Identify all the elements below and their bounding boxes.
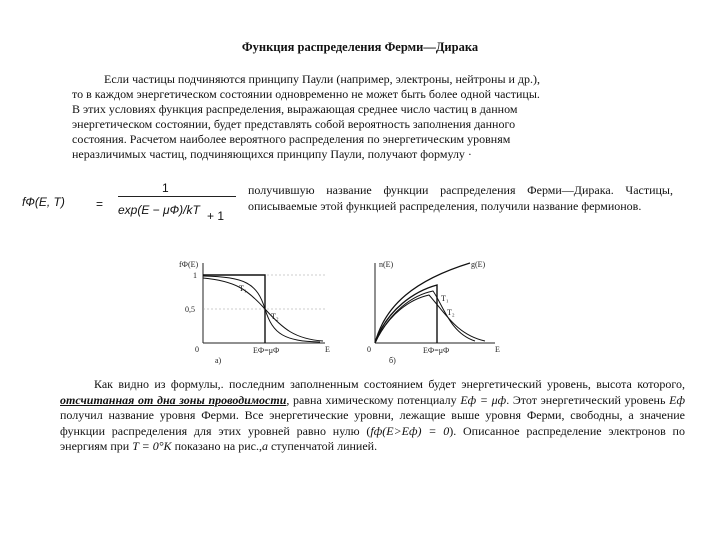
conclusion-text: ). Описанное распределение электронов по энергиям при bbox=[60, 423, 685, 453]
conclusion-paragraph bbox=[60, 377, 685, 455]
fig-b-g-label: g(E) bbox=[471, 260, 486, 269]
conclusion-emphasis: отсчитанная от дна зоны проводимости bbox=[60, 392, 287, 407]
formula-caption: получившую название функции распределения Ферми—Дирака. Частицы, описываемые этой функцией распределения, получили название фермионов. bbox=[248, 183, 673, 213]
fig-a-x-label: E bbox=[325, 345, 330, 354]
fermi-level-symbol: Eф bbox=[669, 392, 685, 407]
fig-b-x-label: E bbox=[495, 345, 500, 354]
fig-a-mu-label: EФ=μФ bbox=[253, 346, 280, 355]
conclusion-text: Как видно из формулы,. последним заполненным состоянием будет энергетический уровень, высота которого, bbox=[94, 377, 685, 391]
conclusion-text: ступенчатой линией. bbox=[267, 439, 378, 453]
temperature: T = 0°K bbox=[132, 439, 172, 453]
conclusion-text: . Этот энергетический уровень bbox=[506, 392, 670, 407]
zero-condition: fф(E>Eф) = 0 bbox=[370, 423, 450, 438]
fig-b-y-label: n(E) bbox=[379, 260, 394, 269]
formula-lhs: fФ(E, T) bbox=[22, 195, 65, 209]
intro-line: В этих условиях функция распределения, выражающая среднее число частиц в данном bbox=[72, 102, 518, 116]
fraction-bar bbox=[118, 196, 236, 197]
conclusion-text: , равна химическому потенциалу bbox=[286, 392, 461, 407]
figure-a bbox=[179, 260, 330, 365]
fig-b-t2: T₂ bbox=[447, 308, 455, 317]
intro-line: Если частицы подчиняются принципу Паули (например, электроны, нейтроны и др.), bbox=[104, 72, 541, 86]
figure-b bbox=[367, 260, 500, 365]
fermi-equals-mu: Eф = μф bbox=[460, 392, 507, 407]
intro-paragraph bbox=[72, 72, 647, 162]
panel-reference: а bbox=[261, 439, 268, 453]
fig-a-origin: 0 bbox=[195, 345, 199, 354]
page-title: Функция распределения Ферми—Дирака bbox=[241, 40, 479, 54]
fig-a-t1: T₁ bbox=[239, 284, 247, 293]
fermi-dirac-formula bbox=[22, 183, 237, 243]
fermi-distribution-figures bbox=[175, 255, 555, 370]
fig-a-t2: T₂ bbox=[271, 312, 279, 321]
fig-b-mu-label: EФ=μФ bbox=[423, 346, 450, 355]
fig-b-t1: T₁ bbox=[441, 294, 449, 303]
fig-a-tick-half: 0,5 bbox=[185, 305, 195, 314]
fig-a-panel: а) bbox=[215, 356, 222, 365]
fig-a-y-label: fФ(E) bbox=[179, 260, 199, 269]
formula-equals: = bbox=[96, 197, 104, 211]
fig-b-origin: 0 bbox=[367, 345, 371, 354]
formula-numerator: 1 bbox=[162, 181, 169, 195]
formula-denominator: exp(E − μФ)/kT bbox=[118, 203, 200, 217]
formula-plus-one: + 1 bbox=[207, 209, 225, 223]
conclusion-text: показано на рис., bbox=[171, 439, 262, 453]
fig-b-panel: б) bbox=[389, 356, 396, 365]
conclusion-text: получил название уровня Ферми. Все энергетические уровни, лежащие выше уровня Ферми, свободны, а значение функции распределения для этих уровней равно нулю ( bbox=[60, 408, 685, 438]
intro-line: неразличимых частиц, подчиняющихся принципу Паули, получают формулу · bbox=[72, 147, 472, 161]
fig-a-tick-one: 1 bbox=[193, 271, 197, 280]
intro-line: состояния. Расчетом наиболее вероятного распределения по энергетическим уровням bbox=[72, 132, 511, 146]
intro-line: то в каждом энергетическом состоянии одновременно не может быть более одной частицы. bbox=[72, 87, 540, 101]
intro-line: энергетическом состоянии, будет представлять собой вероятность заполнения данного bbox=[72, 117, 516, 131]
